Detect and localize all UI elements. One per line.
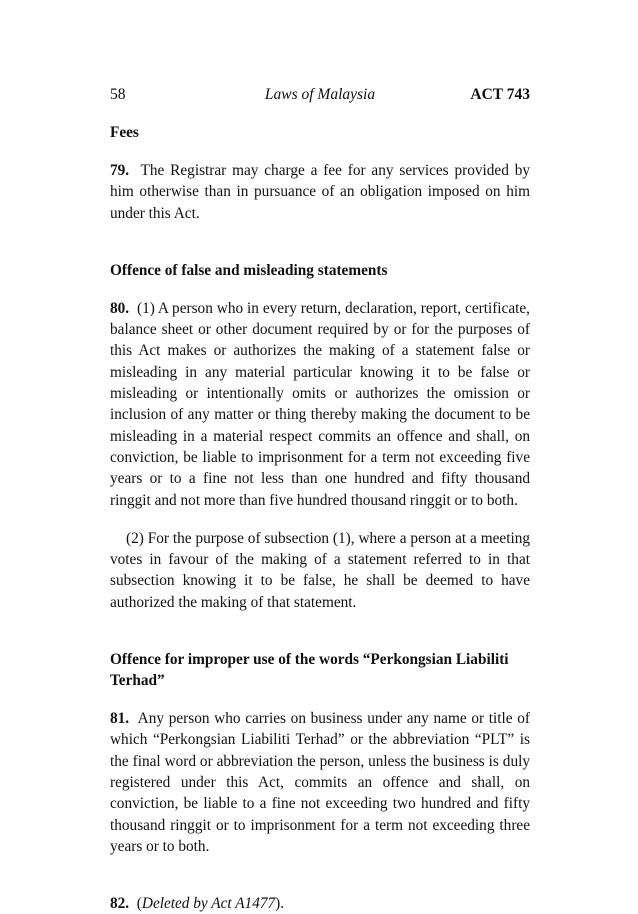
section-79-number: 79. — [110, 162, 130, 179]
section-82-open: ( — [136, 895, 142, 913]
act-rest: CT 743 — [481, 86, 530, 103]
section-80-subsection-2: (2) For the purpose of subsection (1), where a person at a meeting votes in favour of the making of a statement referred to in that subsection knowing it to be false, he shall be deemed to have authorized the making of that statement. — [110, 529, 530, 611]
heading-section-80: Offence of false and misleading statements — [110, 261, 388, 279]
section-82-number: 82. — [110, 895, 130, 913]
section-82-text: Deleted by Act A1477 — [141, 895, 276, 913]
section-80-number: 80. — [110, 299, 130, 317]
section-80-subsection-1 — [110, 298, 530, 511]
act-number — [470, 86, 530, 104]
section-79 — [110, 160, 530, 224]
section-82-close: ). — [275, 895, 285, 913]
act-prefix: A — [470, 86, 482, 103]
section-81-number: 81. — [110, 710, 130, 728]
section-82 — [110, 893, 530, 914]
heading-section-81: Offence for improper use of the words “Perkongsian Liabiliti Terhad” — [110, 651, 509, 690]
running-header — [110, 86, 530, 108]
section-81-text: Any person who carries on business under any name or title of which “Perkongsian Liabiliti Terhad” or the abbreviation “PLT” is the final word or abbreviation the person, unless the business is duly registered under this Act, commits an offence and shall, on conviction, be liable to a fine not exceeding two hundred and fifty thousand ringgit or to imprisonment for a term not exceeding three years or to both. — [110, 710, 530, 855]
heading-fees: Fees — [110, 124, 139, 141]
running-title: Laws of Malaysia — [264, 86, 376, 103]
section-80-1-text: (1) A person who in every return, declaration, report, certificate, balance sheet or other document required by or for the purposes of this Act makes or authorizes the making of a statement false or misleading in any material particular knowing it to be false or misleading or intentionally omits or authorizes the omission or inclusion of any matter or thing thereby making the document to be misleading in a material respect commits an offence and shall, on conviction, be liable to imprisonment for a term not exceeding five years or to a fine not less than one hundred and fifty thousand ringgit and not more than five hundred thousand ringgit or to both. — [110, 299, 530, 509]
section-81 — [110, 708, 530, 857]
section-79-text: The Registrar may charge a fee for any services provided by him otherwise than in pursuance of an obligation imposed on him under this Act. — [110, 162, 530, 222]
page-number: 58 — [110, 86, 126, 103]
document-page — [110, 86, 530, 914]
